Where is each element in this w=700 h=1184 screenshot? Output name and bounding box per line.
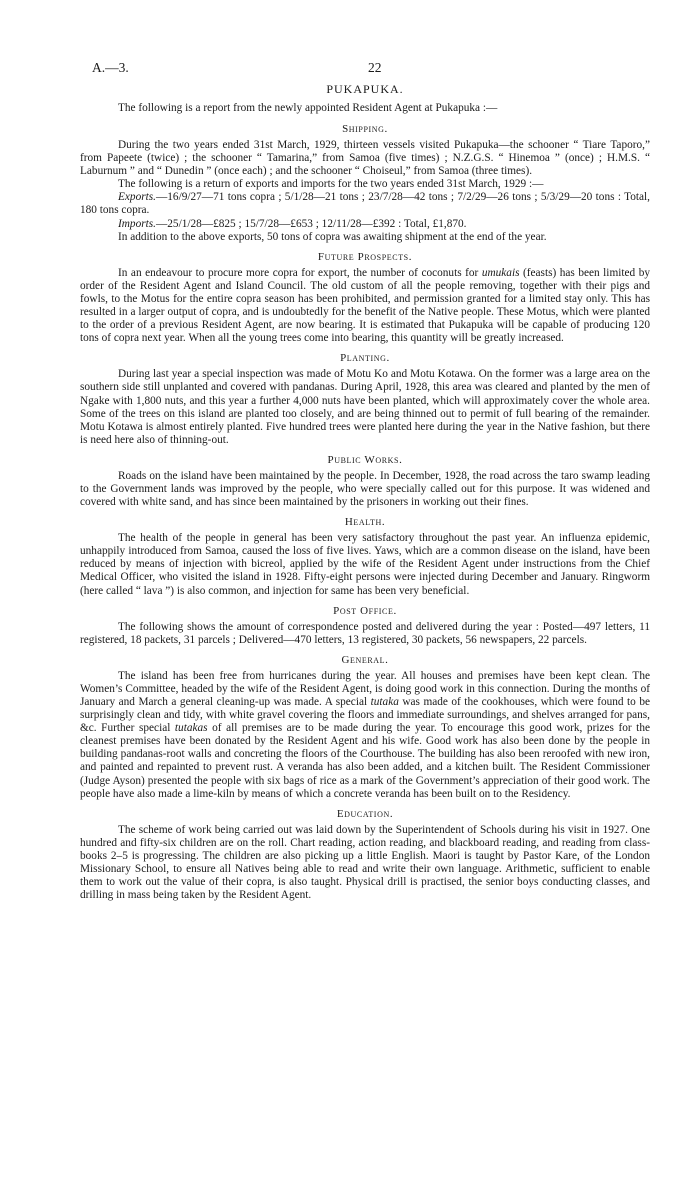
heading-shipping: Shipping. bbox=[342, 123, 388, 135]
public-works-paragraph: Roads on the island have been maintained by the people. In December, 1928, the road across the taro swamp leading to the Government lands was improved by the people, who were specially called out for this purpose. It was widened and covered with white sand, and has since been maintained by the prisoners in working out their fines. bbox=[80, 469, 650, 509]
exports-paragraph bbox=[80, 191, 650, 217]
document-reference: A.—3. bbox=[92, 60, 129, 75]
heading-general: General. bbox=[341, 653, 389, 666]
heading-planting: Planting. bbox=[340, 352, 390, 365]
planting-paragraph: During last year a special inspection was made of Motu Ko and Motu Kotawa. On the former was a large area on the southern side still unplanted and covered with pandanas. During April, 1928, this area was cleared and planted by the men of Ngake with 1,800 nuts, and this year a further 4,000 nuts have been planted, which will approximately cover the whole area. Some of the trees on this island are planted too closely, and are being thinned out to permit of full bearing of the remainder. Motu Kotawa is almost entirely planted. Five hundred trees were planted here during the year in the Native fashion, but there is need here also of thinning-out. bbox=[80, 368, 650, 446]
health-paragraph: The health of the people in general has been very satisfactory throughout the past year. An influenza epidemic, unhappily introduced from Samoa, caused the loss of five lives. Yaws, which are a common disease on the island, have been reduced by means of injection with bicreol, applied by the wife of the Resident Agent under instructions from the Chief Medical Officer, who visited the island in 1928. Fifty-eight persons were injected during December and January. Ringworm (here called “ lava ”) is also common, and injection for same has been very beneficial. bbox=[80, 532, 650, 597]
shipping-return-paragraph: The following is a return of exports and imports for the two years ended 31st March, 1929 :— bbox=[118, 178, 544, 191]
shipping-paragraph: During the two years ended 31st March, 1929, thirteen vessels visited Pukapuka—the schooner “ Tiare Taporo,” from Papeete (twice) ; the schooner “ Tamarina,” from Samoa (five times) ; N.Z.G.S. “ Hinemoa ” (once) ; H.M.S. “ Laburnum ” and “ Dunedin ” (once each) ; and the schooner “ Choiseul,” from Samoa (three times). bbox=[80, 139, 650, 178]
heading-health: Health. bbox=[344, 516, 386, 529]
general-text-tutaka: tutaka bbox=[370, 696, 399, 708]
general-text-a: The island has been free from hurricanes during the year. All houses and premises have been kept clean. The Women’s Committee, headed by the wife of the Resident Agent, is doing good work in this connection. During the months of January and March a general cleaning-up was made. A special bbox=[80, 669, 650, 708]
report-title: PUKAPUKA. bbox=[326, 82, 404, 96]
page-number: 22 bbox=[368, 60, 382, 75]
heading-education: Education. bbox=[336, 807, 394, 820]
education-paragraph: The scheme of work being carried out was laid down by the Superintendent of Schools during his visit in 1927. One hundred and fifty-six children are on the roll. Chart reading, action reading, and blackboard reading, and reading from class-books 2–5 is progressing. The children are also picking up a little English. Maori is taught by Pastor Kare, of the London Missionary School, to ensure all Natives being able to read and write their own language. Arithmetic, sufficient to enable them to work out the value of their copra, is also taught. Physical drill is practised, the senior boys conducting classes, and drilling in mass being taken by the Resident Agent. bbox=[80, 823, 650, 902]
intro-line: The following is a report from the newly appointed Resident Agent at Pukapuka :— bbox=[118, 102, 498, 114]
exports-label: Exports. bbox=[118, 191, 156, 204]
general-text-c: was made of the cookhouses, which were found to be surprisingly clean and tidy, with white gravel covering the floors and immediate surroundings, and shelves arranged for pans, &c. Further special bbox=[80, 696, 650, 735]
imports-paragraph bbox=[80, 218, 650, 231]
imports-label: Imports. bbox=[118, 217, 156, 230]
future-text-umukais: umukais bbox=[481, 266, 520, 279]
general-text-e: of all premises are to be made during the year. To encourage this good work, prizes for the cleanest premises have been donated by the Resident Agent and his wife. Good work has also been done by the people in building pandanas-root walls and concreting the floors of the Courthouse. The building has also been reroofed with new iron, and painted and repainted to prevent rust. A veranda has also been added, and a kitchen built. The Resident Commissioner (Judge Ayson) presented the people with six bags of rice as a mark of the Government’s appreciation of their good work. The people have also made a lime-kiln by means of which a concrete veranda has been built on to the Residency. bbox=[80, 722, 650, 800]
exports-text: —16/9/27—71 tons copra ; 5/1/28—21 tons ; 23/7/28—42 tons ; 7/2/29—26 tons ; 5/3/29—20 tons : Total, 180 tons copra. bbox=[80, 191, 650, 217]
imports-text: —25/1/28—£825 ; 15/7/28—£653 ; 12/11/28—£392 : Total, £1,870. bbox=[155, 217, 467, 230]
general-text-tutakas: tutakas bbox=[174, 722, 208, 735]
future-text-a: In an endeavour to procure more copra for export, the number of coconuts for bbox=[118, 266, 482, 279]
general-paragraph bbox=[80, 670, 650, 801]
future-text-c: (feasts) has been limited by order of the Resident Agent and Island Council. The old custom of all the people removing, together with their pigs and fowls, to the Motus for the entire copra season has been prohibited, and permission granted for a limited stay only. This has resulted in a larger output of copra, and is undoubtedly for the benefit of the Native people. These Motus, which were planted to the order of a previous Resident Agent, are now bearing. It is estimated that Pukapuka will be capable of producing 120 tons of copra next year. When all the young trees come into bearing, this quantity will be greatly increased. bbox=[80, 266, 650, 345]
heading-future-prospects: Future Prospects. bbox=[317, 250, 413, 263]
page-header bbox=[80, 54, 650, 76]
future-prospects-paragraph bbox=[80, 267, 650, 346]
shipping-addition-paragraph: In addition to the above exports, 50 tons of copra was awaiting shipment at the end of the year. bbox=[118, 230, 547, 243]
heading-post-office: Post Office. bbox=[333, 604, 397, 617]
post-office-paragraph: The following shows the amount of correspondence posted and delivered during the year : Posted—497 letters, 11 registered, 18 packets, 31 parcels ; Delivered—470 letters, 13 registered, 30 packets, 56 newspapers, 22 parcels. bbox=[80, 620, 650, 646]
heading-public-works: Public Works. bbox=[327, 453, 403, 466]
